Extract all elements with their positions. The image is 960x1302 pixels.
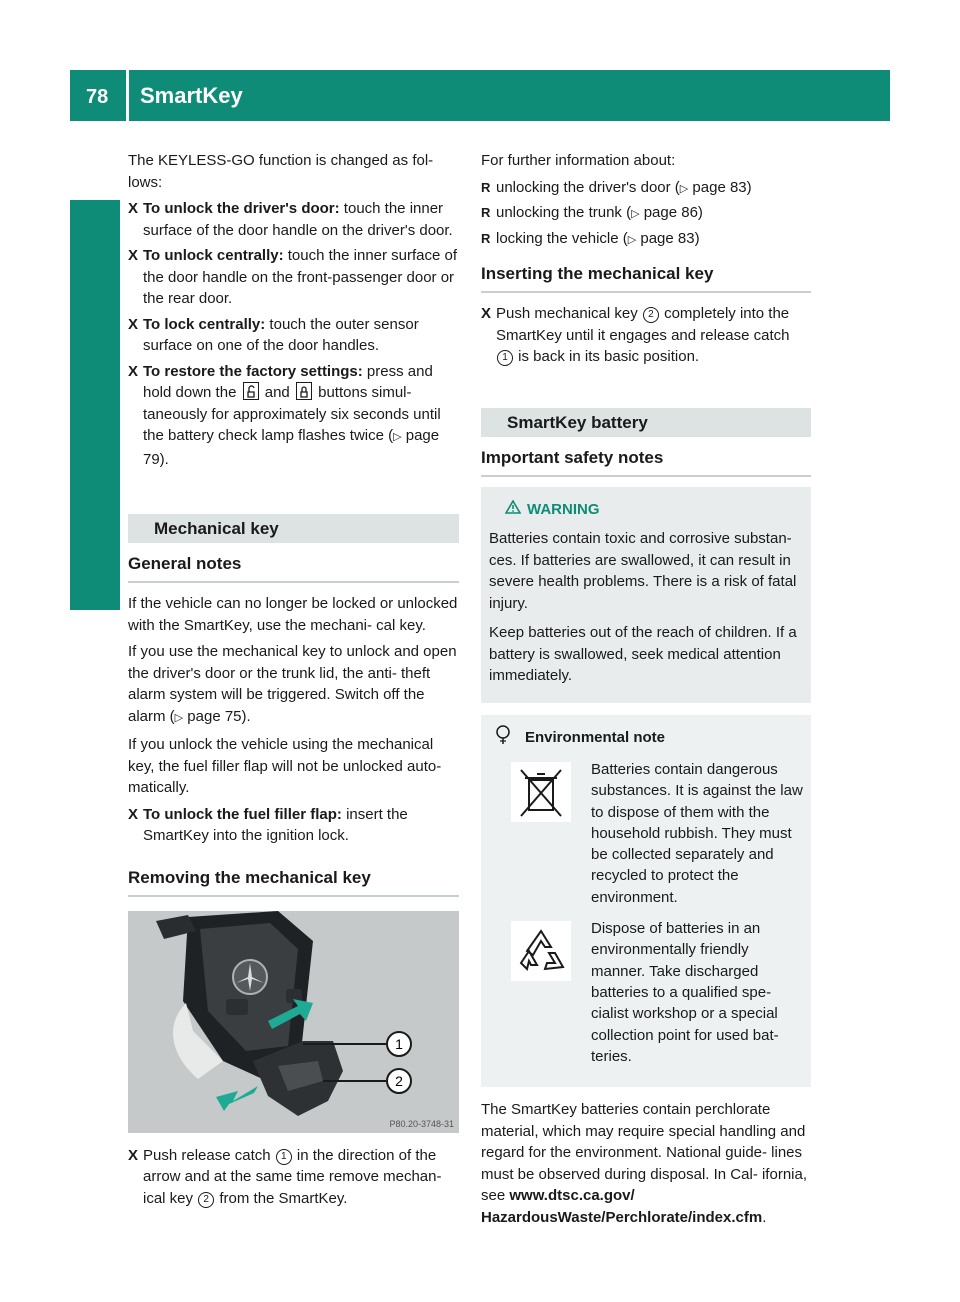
step-marker: X bbox=[128, 1146, 139, 1164]
general-paragraph-1: If the vehicle can no longer be locked or unlocked with the SmartKey, use the mechani- cal key. bbox=[128, 595, 458, 634]
callout-ref-1: 1 bbox=[276, 1149, 292, 1165]
intro-text: The KEYLESS-GO function is changed as fol- lows: bbox=[128, 152, 434, 191]
smartkey-figure bbox=[128, 911, 459, 1133]
callout-2 bbox=[387, 1069, 411, 1093]
step-marker: X bbox=[128, 805, 139, 823]
callout-ref-2: 2 bbox=[643, 307, 659, 323]
callout-ref-2: 2 bbox=[198, 1192, 214, 1208]
perchlorate-link[interactable]: www.dtsc.ca.gov/ HazardousWaste/Perchlorate/index.cfm bbox=[481, 1187, 763, 1226]
step-push-release-catch: X Push release catch 1 in the direction of the arrow and at the same time remove mechan- ical key 2 from the SmartKey. bbox=[128, 1146, 442, 1207]
warning-paragraph-2: Keep batteries out of the reach of children. If a battery is swallowed, seek medical attention immediately. bbox=[489, 624, 797, 684]
step-unlock-central: X To unlock centrally: touch the inner surface of the door handle on the front-passenger door or the rear door. bbox=[128, 247, 458, 307]
general-paragraph-2: If you use the mechanical key to unlock and open the driver's door or the trunk lid, the anti- theft alarm system will be triggered. Switch off the alarm (▷ page 75). bbox=[128, 643, 457, 725]
env-row-disposal bbox=[489, 759, 803, 908]
step-marker: X bbox=[481, 305, 492, 322]
step-marker: X bbox=[128, 200, 139, 217]
bullet-marker: R bbox=[481, 205, 491, 220]
header-divider bbox=[126, 70, 129, 121]
env-text-1: Batteries contain dangerous substances. It is against the law to dispose of them with the household rubbish. They must be collected separately and recycled to protect the environment. bbox=[591, 761, 803, 906]
heading-removing-key: Removing the mechanical key bbox=[128, 867, 459, 897]
bullet-marker: R bbox=[481, 179, 491, 195]
step-lock-central: X To lock centrally: touch the outer sensor surface on one of the door handles. bbox=[128, 315, 419, 354]
step-insert-key: X Push mechanical key 2 completely into the SmartKey until it engages and release catch 1 is back in its basic position. bbox=[481, 305, 790, 365]
right-column bbox=[481, 150, 811, 1233]
environmental-note-box bbox=[481, 715, 811, 1088]
step-unlock-fuel-flap: X To unlock the fuel filler flap: insert the SmartKey into the ignition lock. bbox=[128, 805, 408, 844]
left-column bbox=[128, 150, 459, 1213]
svg-text:1: 1 bbox=[395, 1035, 403, 1052]
page-ref-icon: ▷ bbox=[174, 711, 184, 724]
warning-triangle-icon bbox=[505, 499, 521, 521]
section-mechanical-key: Mechanical key bbox=[128, 514, 459, 543]
step-marker: X bbox=[128, 315, 139, 333]
crossed-bin-icon bbox=[511, 762, 571, 822]
step-marker: X bbox=[128, 247, 139, 264]
chapter-label: Opening and closing bbox=[80, 382, 105, 600]
bullet-driver-door: R unlocking the driver's door (▷ page 83) bbox=[481, 177, 811, 201]
heading-general-notes: General notes bbox=[128, 553, 459, 583]
recycle-icon bbox=[511, 921, 571, 981]
step-unlock-driver: X To unlock the driver's door: touch the inner surface of the door handle on the driver's door. bbox=[128, 200, 453, 239]
callout-ref-1: 1 bbox=[497, 350, 513, 366]
page-ref-icon: ▷ bbox=[679, 182, 689, 195]
page-ref-icon: ▷ bbox=[393, 431, 402, 443]
figure-code: P80.20-3748-31 bbox=[389, 1118, 454, 1129]
warning-box bbox=[481, 487, 811, 703]
step-marker: X bbox=[128, 362, 139, 380]
env-row-recycle bbox=[489, 918, 803, 1067]
step-restore-factory: X To restore the factory settings: press and hold down the and buttons simul- taneously for approximately six seconds until the battery check lamp flashes twice (▷ page 79). bbox=[128, 362, 441, 468]
perchlorate-text: The SmartKey batteries contain perchlorate material, which may require special handling and regard for the environment. National guide- lines must be observed during disposal. In Cal- ifornia, see www.dtsc.ca.gov/ HazardousWaste/Perchlorate/index.cfm. bbox=[481, 1101, 808, 1226]
page-title: SmartKey bbox=[140, 83, 243, 108]
page-ref-icon: ▷ bbox=[631, 208, 640, 220]
svg-text:2: 2 bbox=[395, 1072, 403, 1089]
page-number: 78 bbox=[86, 86, 109, 108]
bulb-icon bbox=[495, 725, 511, 752]
env-text-2: Dispose of batteries in an environmentally friendly manner. Take discharged batteries to a qualified spe- cialist workshop or a special collection point for used bat- teries. bbox=[591, 920, 779, 1065]
warning-title: WARNING bbox=[505, 499, 803, 521]
environmental-note-title: Environmental note bbox=[489, 725, 803, 752]
unlock-icon bbox=[243, 382, 259, 400]
bullet-locking: R locking the vehicle (▷ page 83) bbox=[481, 228, 811, 252]
general-paragraph-3: If you unlock the vehicle using the mechanical key, the fuel filler flap will not be unlocked auto- matically. bbox=[128, 736, 442, 796]
bullet-trunk: R unlocking the trunk (▷ page 86) bbox=[481, 202, 811, 226]
page-ref-icon: ▷ bbox=[627, 233, 637, 246]
heading-safety-notes: Important safety notes bbox=[481, 447, 811, 477]
callout-1 bbox=[387, 1032, 411, 1056]
page-header bbox=[70, 70, 890, 121]
warning-paragraph-1: Batteries contain toxic and corrosive substan- ces. If batteries are swallowed, it can result in severe health problems. There is a risk of fatal injury. bbox=[489, 530, 797, 612]
lock-icon bbox=[296, 382, 312, 400]
heading-inserting-key: Inserting the mechanical key bbox=[481, 263, 811, 293]
further-info-text: For further information about: bbox=[481, 152, 676, 169]
section-smartkey-battery: SmartKey battery bbox=[481, 408, 811, 437]
bullet-marker: R bbox=[481, 230, 491, 246]
